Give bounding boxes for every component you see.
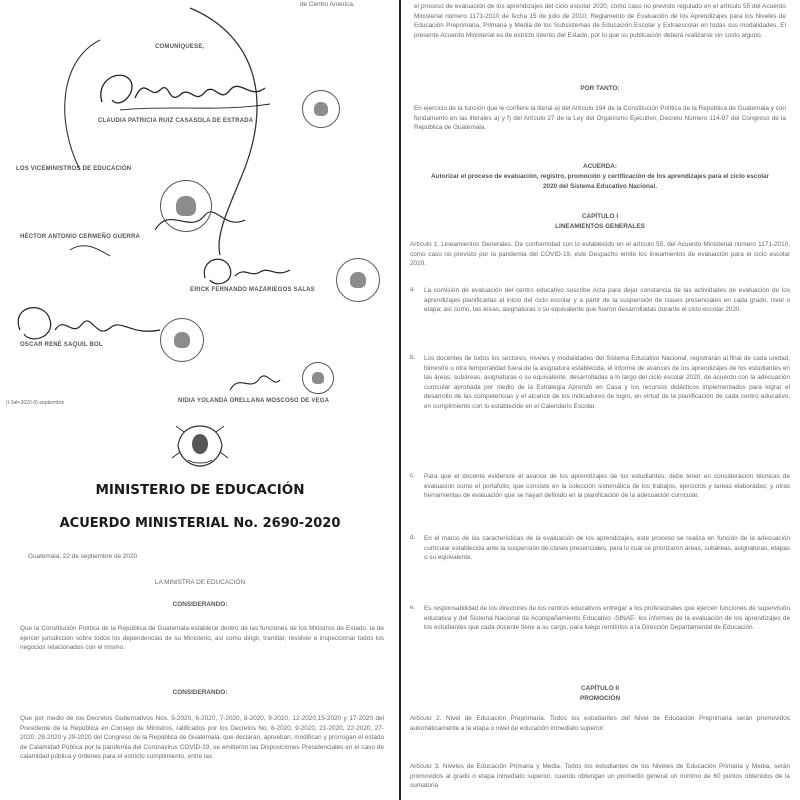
comuniquese-label: COMUNÍQUESE, [155,44,205,50]
coat-of-arms-icon [170,422,230,470]
por-tanto-text: En ejercicio de la función que le confiere la literal a) del Artículo 194 de la Constitución Política de la República de Guatemala y con fundamento en las literales a) y f) del Artículo 27 de la Ley del Organismo Ejecutivo, Decreto Número 114-97 del Congreso de la República de Guatemala. [414,105,786,132]
acuerda-text: Autorizar el proceso de evaluación, registro, promoción y certificación de los aprendizajes para el ciclo escolar 2020 del Sistema Educativo Nacional. [430,173,770,190]
por-tanto: POR TANTO: [580,85,620,92]
intro-paragraph: el proceso de evaluación de los aprendizajes del ciclo escolar 2020, como caso no previsto regulado en el artículo 55 del Acuerdo Ministerial número 1171-2010 de fecha 15 de julio de 2010, Reglamento de Evaluación de los Aprendizajes para los Niveles de Educación Preprimaria, Primaria y Media de los Subsistemas de Educación Escolar y Extraescolar en todas sus modalidades. El presente Acuerdo Ministerial es de estricto interés del Estado, por lo que su publicación deberá realizarse sin costo alguno. [414,3,786,39]
chapter-1: CAPÍTULO I [581,213,619,220]
considerando-1: CONSIDERANDO: [172,601,228,608]
vice-ministers-heading: LOS VICEMINISTROS DE EDUCACIÓN [16,166,132,172]
article-2: Artículo 2. Nivel de Educación Preprimaria. Todos los estudiantes del Nivel de Educación Preprimaria serán promovidos automáticamente a la etapa o nivel de educación inmediato superior. [410,715,790,732]
list-bullet: a. [410,286,416,293]
list-item [410,604,790,633]
place-date: Guatemala, 22 de septiembre de 2020 [28,553,138,560]
acuerda: ACUERDA: [582,163,618,170]
chapter-1-title: LINEAMIENTOS GENERALES [555,223,645,230]
list-item-text: Es responsabilidad de los directores de los centros educativos entregar a los profesionales que ejercen funciones de supervisión educativa y del Sistema Nacional de Acompañamiento Educativo -SINAE- los informes de la evaluación de los aprendizajes de los estudiantes que cada docente tiene a su cargo, para luego remitirlos a la Dirección Departamental de Educación. [424,605,790,632]
list-item [410,354,790,412]
article-1: Artículo 1. Lineamientos Generales. De conformidad con lo establecido en el artículo 55, del Acuerdo Ministerial número 1171-2010, como caso no previsto por la pandemia del COVID-19, este Despacho emite los lineamientos de evaluación para el ciclo escolar 2020. [410,241,790,268]
article-3: Artículo 3. Niveles de Educación Primaria y Media. Todos los estudiantes de los Niveles de Educación Primaria y Media, serán promovidos al grado o etapa inmediato superior, cuando obtengan un promedio general un mínimo de 60 puntos obtenidos de la sumatoria [410,763,790,790]
seal-5 [302,362,334,394]
minister-heading: LA MINISTRA DE EDUCACIÓN [154,579,246,586]
list-item-text: Los docentes de todos los sectores, niveles y modalidades del Sistema Educativo Nacional, registrarán al final de cada unidad, bimestre u otra temporalidad fuera de la asignatura establecida, el informe de avances de los aprendizajes de los estudiantes en las áreas, subáreas, asignaturas o su equivalente, desarrolladas a lo largo del ciclo escolar 2020, de acuerdo con la adecuación curricular aprobada por medio de la Estrategia Aprendo en Casa y los recursos didácticos implementados para lograr el desarrollo de las competencias y el alcance de los indicadores de logro, en virtud de la planificación de cada centro educativo, en cumplimiento con lo establecido en el Calendario Escolar. [424,355,790,410]
signer-1-name: CLAUDIA PATRICIA RUIZ CASASOLA DE ESTRADA [98,118,254,124]
signer-5-name: NIDIA YOLANDA ORELLANA MOSCOSO DE VEGA [178,398,330,404]
seal-3 [336,258,380,302]
considerando-2: CONSIDERANDO: [172,689,228,696]
acuerdo-title: ACUERDO MINISTERIAL No. 2690-2020 [59,516,341,531]
signature-5 [225,368,285,398]
signer-2-name: HÉCTOR ANTONIO CERMEÑO GUERRA [20,234,141,240]
list-item-text: La comisión de evaluación del centro educativo suscribe Acta para dejar constancia de las actividades de evaluación de los aprendizajes planificadas al inicio del ciclo escolar y a partir de la suspensión de clases presenciales en cada grado, nivel o etapa; así como, las áreas, asignaturas o su equivalente que fueron desarrolladas durante el ciclo escolar 2020. [424,287,790,314]
fragment-text: de Centro América. [300,1,355,8]
list-item-text: Para que el docente evidencie el avance de los aprendizajes de los estudiantes, debe tener en consideración técnicas de evaluación como el portafolio, que consiste en la colección sistemática de los trabajos, ejercicios y tareas elaboradas; y otras herramientas de evaluación que se hayan definido en la planificación de la adecuación curricular. [424,473,790,500]
list-item [410,472,790,501]
chapter-2: CAPÍTULO II [581,685,619,692]
list-bullet: c. [410,472,415,479]
seal-4 [160,318,204,362]
list-bullet: d. [410,534,416,541]
list-item [410,286,790,315]
ministry-title: MINISTERIO DE EDUCACIÓN [95,482,305,498]
margin-note: (I-3ah-2020-3)-septiembre [6,400,65,406]
list-item-text: En el marco de las características de la evaluación de los aprendizajes, este proceso se realiza en función de la adecuación curricular establecida ante la suspensión de clases presenciales, para lo cual se priorizaron áreas, subáreas, asignaturas, etapas o su equivalente. [424,535,790,562]
signer-4-name: OSCAR RENÉ SAQUIL BOL [20,342,103,348]
list-item [410,534,790,563]
chapter-2-title: PROMOCIÓN [579,695,621,702]
signature-2 [150,195,250,245]
column-divider [399,0,401,800]
seal-1 [302,90,340,128]
list-bullet: b. [410,354,416,361]
signature-1 [90,60,280,120]
signer-3-name: ERICK FERNANDO MAZARIEGOS SALAS [190,287,315,293]
list-bullet: e. [410,604,416,611]
considerando-1-text: Que la Constitución Política de la República de Guatemala establece dentro de las funciones de los Ministros de Estado, la de ejercer jurisdicción sobre todos los dependencias de su Ministerio, así como dirigir, tramitar, resolver e inspeccionar todos los negocios relacionados con el mismo. [20,625,384,652]
considerando-2-text: Que por medio de los Decretos Gubernativos Nos. 5-2020, 6-2020, 7-2020, 8-2020, 9-2020, 12-2020,15-2020 y 17-2020 del Presidente de la República en Consejo de Ministros, ratificados por los Decretos No. 8-2020, 9-2020, 21-2020, 22-2020, 27-2020, 28-2020 y 29-2020 del Congreso de la República de Guatemala, que declaran, aprueban, modifican y prorrogan el estado de Calamidad Pública por la pandemia del Coronavirus COVID-19, se emitieron las Disposiciones Presidenciales en el caso de calamidad pública y órdenes para el estricto cumplimiento, entre las [20,715,384,761]
